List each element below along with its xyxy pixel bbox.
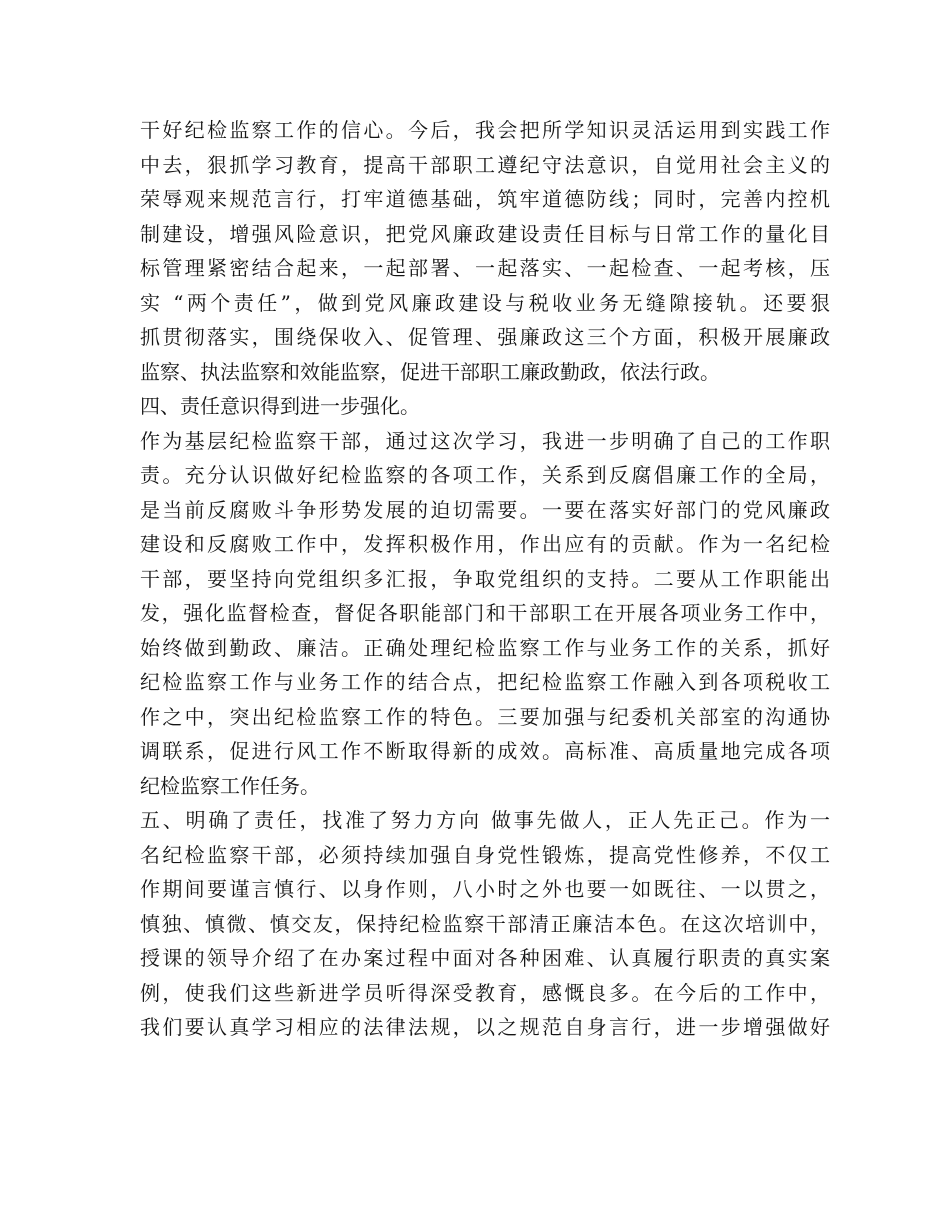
text-line: 作为基层纪检监察干部，通过这次学习，我进一步明确了自己的工作职 (140, 428, 830, 453)
text-line: 干部，要坚持向党组织多汇报，争取党组织的支持。二要从工作职能出 (140, 566, 830, 591)
text-line: 中去，狠抓学习教育，提高干部职工遵纪守法意识，自觉用社会主义的 (140, 152, 830, 177)
text-line: 干好纪检监察工作的信心。今后，我会把所学知识灵活运用到实践工作 (140, 118, 830, 142)
text-line: 建设和反腐败工作中，发挥积极作用，作出应有的贡献。作为一名纪检 (140, 532, 830, 556)
text-line: 始终做到勤政、廉洁。正确处理纪检监察工作与业务工作的关系，抓好 (140, 635, 830, 660)
text-line: 是当前反腐败斗争形势发展的迫切需要。一要在落实好部门的党风廉政 (140, 497, 830, 522)
text-line: 例，使我们这些新进学员听得深受教育，感慨良多。在今后的工作中， (140, 980, 830, 1005)
text-line: 慎独、慎微、慎交友，保持纪检监察干部清正廉洁本色。在这次培训中， (140, 911, 830, 936)
text-line: 作之中，突出纪检监察工作的特色。三要加强与纪委机关部室的沟通协 (140, 704, 830, 729)
text-line: 抓贯彻落实，围绕保收入、促管理、强廉政这三个方面，积极开展廉政 (140, 325, 830, 349)
text-line: 发，强化监督检查，督促各职能部门和干部职工在开展各项业务工作中， (140, 601, 830, 625)
text-line: 调联系，促进行风工作不断取得新的成效。高标准、高质量地完成各项 (140, 739, 830, 763)
text-line: 责。充分认识做好纪检监察的各项工作，关系到反腐倡廉工作的全局， (140, 463, 830, 487)
text-line: 我们要认真学习相应的法律法规，以之规范自身言行，进一步增强做好 (140, 1015, 830, 1039)
text-line: 纪检监察工作任务。 (140, 773, 320, 798)
text-line: 荣辱观来规范言行，打牢道德基础，筑牢道德防线；同时，完善内控机 (140, 187, 830, 211)
text-line: 五、明确了责任，找准了努力方向 做事先做人，正人先正己。作为一 (140, 808, 830, 832)
text-line: 标管理紧密结合起来，一起部署、一起落实、一起检查、一起考核，压 (140, 256, 830, 280)
document-body (140, 113, 830, 1045)
text-line: 制建设，增强风险意识，把党风廉政建设责任目标与日常工作的量化目 (140, 221, 830, 246)
text-line: 名纪检监察干部，必须持续加强自身党性锻炼，提高党性修养，不仅工 (140, 842, 830, 867)
text-line: 纪检监察工作与业务工作的结合点，把纪检监察工作融入到各项税收工 (140, 670, 830, 694)
text-line: 实 “两个责任”，做到党风廉政建设与税收业务无缝隙接轨。还要狠 (140, 290, 830, 315)
text-line: 作期间要谨言慎行、以身作则，八小时之外也要一如既往、一以贯之， (140, 877, 830, 901)
text-line: 授课的领导介绍了在办案过程中面对各种困难、认真履行职责的真实案 (140, 946, 830, 970)
text-line: 四、责任意识得到进一步强化。 (140, 394, 420, 418)
text-line: 监察、执法监察和效能监察，促进干部职工廉政勤政，依法行政。 (140, 359, 720, 384)
